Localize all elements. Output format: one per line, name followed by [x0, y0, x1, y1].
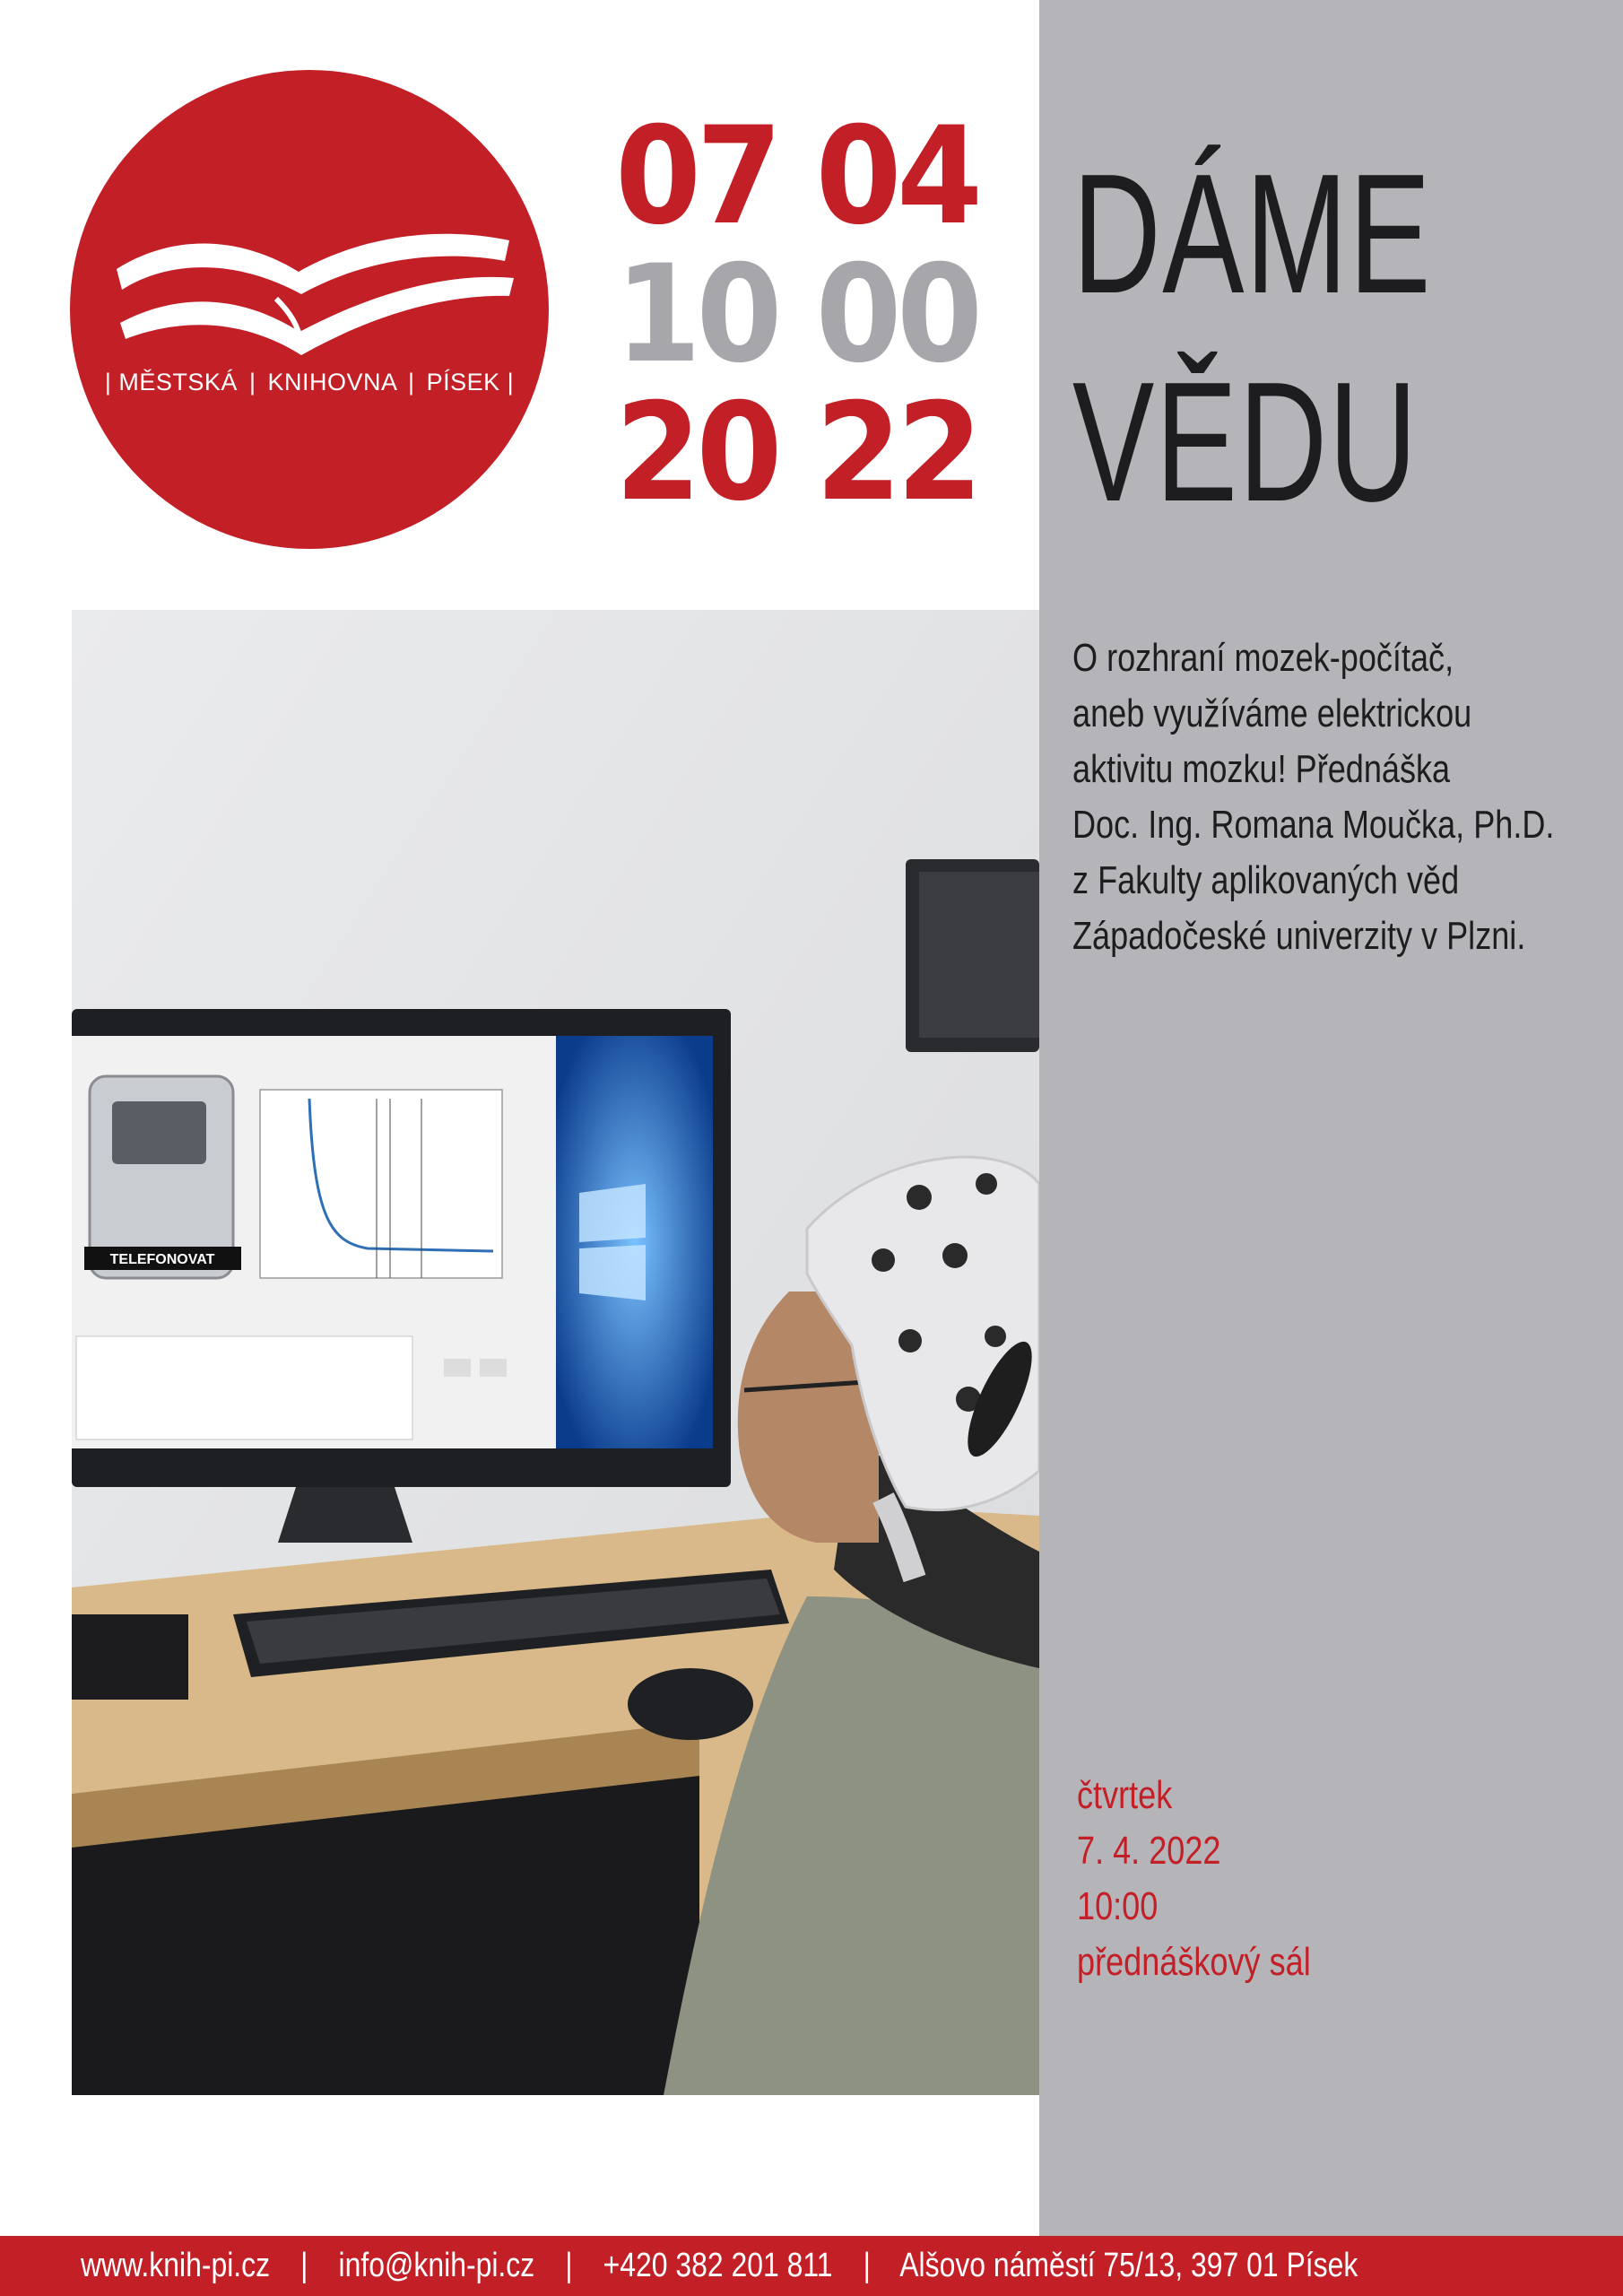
logo-word-pisek: PÍSEK: [426, 369, 500, 396]
logo-word-knihovna: KNIHOVNA: [267, 369, 397, 396]
open-book-icon: [70, 70, 549, 549]
footer-separator: |: [565, 2247, 573, 2284]
logo-separator: |: [507, 369, 515, 396]
description-line: Západočeské univerzity v Plzni.: [1072, 914, 1526, 958]
footer-phone: +420 382 201 811: [603, 2247, 833, 2284]
event-photo: [72, 610, 1039, 2095]
event-day: čtvrtek: [1077, 1773, 1173, 1817]
screen-label: TELEFONOVAT: [109, 1252, 215, 1267]
footer-bar: [0, 2236, 1623, 2296]
footer-email-link[interactable]: info@knih-pi.cz: [338, 2247, 535, 2284]
logo-separator: |: [408, 369, 415, 396]
event-info: [1077, 1768, 1311, 1990]
date-year: 20 22: [615, 375, 978, 531]
library-name: [70, 369, 549, 396]
description-line: aneb využíváme elektrickou: [1072, 691, 1472, 735]
event-description: [1072, 631, 1555, 964]
logo-separator: |: [104, 369, 112, 396]
description-line: O rozhraní mozek-počítač,: [1072, 636, 1454, 680]
event-time: 10:00: [1077, 1884, 1159, 1928]
footer-separator: |: [300, 2247, 308, 2284]
library-logo: [70, 70, 549, 549]
footer-separator: |: [863, 2247, 871, 2284]
date-time: 10 00: [615, 237, 978, 393]
logo-separator: |: [248, 369, 256, 396]
event-date: 7. 4. 2022: [1077, 1829, 1221, 1873]
title-line-1: DÁME: [1072, 139, 1433, 329]
footer-website-link[interactable]: www.knih-pi.cz: [81, 2247, 271, 2284]
footer-contacts: [81, 2247, 1358, 2285]
title-line-2: VĚDU: [1072, 347, 1419, 537]
date-day-month: 07 04: [615, 99, 978, 255]
event-title: [1072, 130, 1432, 546]
logo-word-mestska: MĚSTSKÁ: [118, 369, 238, 396]
description-line: z Fakulty aplikovaných věd: [1072, 858, 1460, 902]
event-place: přednáškový sál: [1077, 1940, 1311, 1984]
footer-address: Alšovo náměstí 75/13, 397 01 Písek: [899, 2247, 1358, 2284]
description-line: Doc. Ing. Romana Moučka, Ph.D.: [1072, 803, 1555, 847]
description-line: aktivitu mozku! Přednáška: [1072, 747, 1451, 791]
